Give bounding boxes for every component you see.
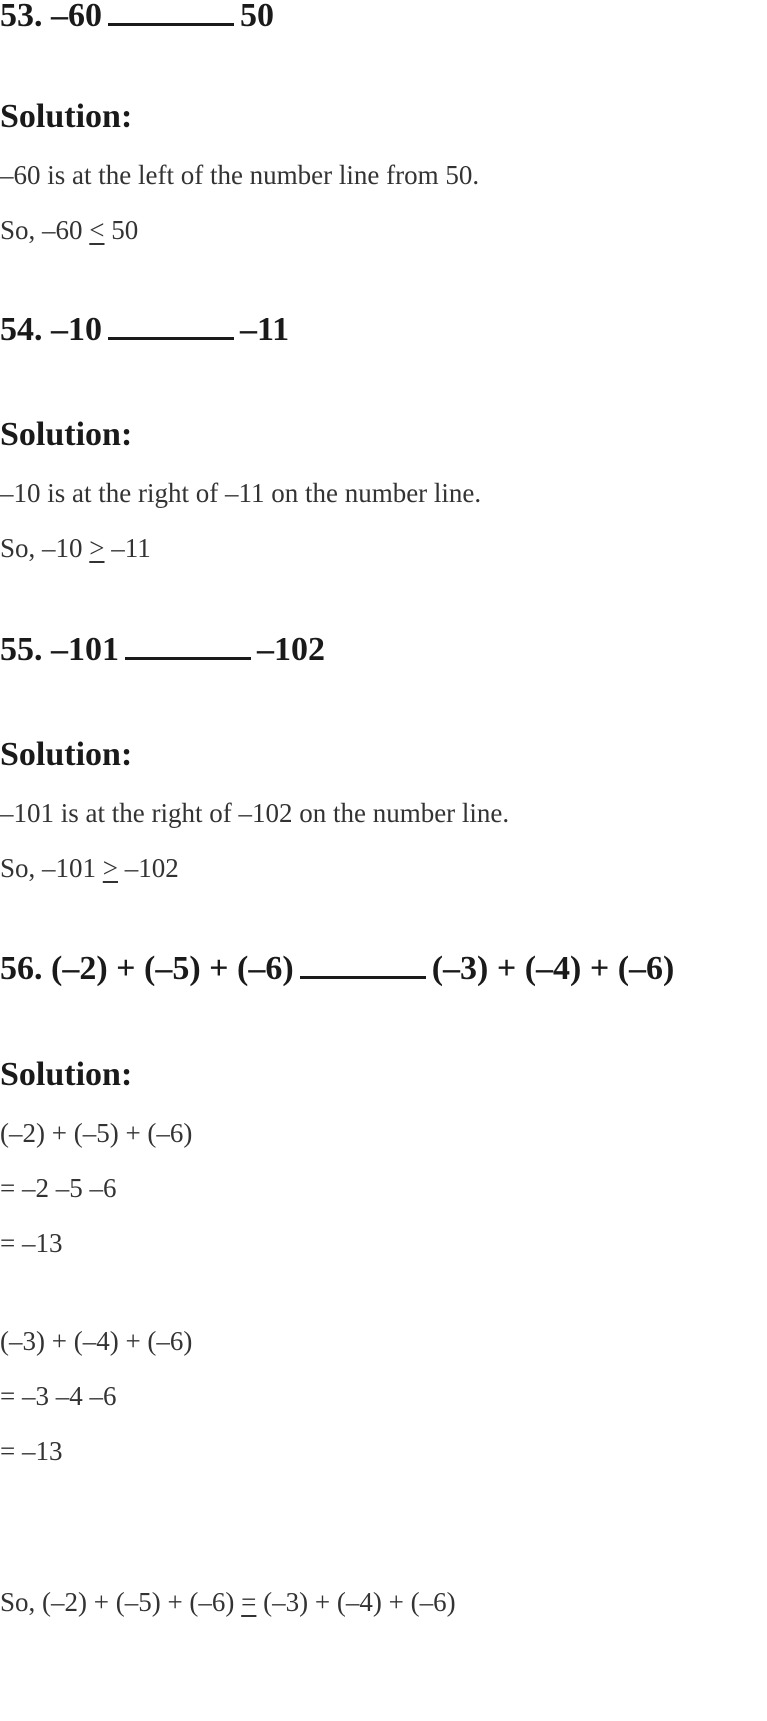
solution-heading: Solution:: [0, 736, 133, 773]
question-55: [0, 630, 325, 670]
solution-text: –101 is at the right of –102 on the number line.: [0, 798, 510, 828]
question-right: –102: [257, 631, 325, 668]
conclusion: [0, 851, 179, 885]
conclusion: [0, 1585, 456, 1619]
conclusion-suffix: –102: [124, 853, 179, 883]
question-left: 55. –101: [0, 631, 119, 668]
answer-blank: [300, 950, 426, 979]
conclusion-prefix: So, –60: [0, 215, 83, 245]
question-right: –11: [240, 311, 290, 348]
solution-heading: Solution:: [0, 98, 133, 135]
conclusion: [0, 213, 138, 247]
answer-blank: [108, 311, 234, 340]
conclusion-prefix: So, –101: [0, 853, 97, 883]
solution-heading: Solution:: [0, 1056, 133, 1093]
step-line: = –13: [0, 1228, 63, 1258]
relation-symbol: <: [89, 215, 105, 245]
question-53: [0, 0, 274, 36]
conclusion-prefix: So, –10: [0, 533, 83, 563]
solution-text: –10 is at the right of –11 on the number line.: [0, 478, 482, 508]
conclusion: [0, 531, 151, 565]
question-left: 56. (–2) + (–5) + (–6): [0, 950, 294, 987]
conclusion-suffix: –11: [111, 533, 151, 563]
step-line: = –13: [0, 1436, 63, 1466]
question-right: (–3) + (–4) + (–6): [431, 950, 675, 987]
conclusion-suffix: (–3) + (–4) + (–6): [263, 1587, 456, 1617]
question-54: [0, 310, 289, 350]
solution-heading: Solution:: [0, 416, 133, 453]
step-line: (–2) + (–5) + (–6): [0, 1118, 193, 1148]
question-left: 53. –60: [0, 0, 102, 34]
answer-blank: [108, 0, 234, 26]
relation-symbol: >: [89, 533, 105, 563]
conclusion-prefix: So, (–2) + (–5) + (–6): [0, 1587, 235, 1617]
question-56: [0, 949, 674, 989]
solution-text: –60 is at the left of the number line from 50.: [0, 160, 480, 190]
answer-blank: [125, 631, 251, 660]
question-right: 50: [240, 0, 274, 34]
step-line: (–3) + (–4) + (–6): [0, 1326, 193, 1356]
conclusion-suffix: 50: [111, 215, 139, 245]
step-line: = –3 –4 –6: [0, 1381, 117, 1411]
step-line: = –2 –5 –6: [0, 1173, 117, 1203]
relation-symbol: >: [102, 853, 119, 883]
relation-symbol: =: [241, 1587, 257, 1617]
question-left: 54. –10: [0, 311, 102, 348]
